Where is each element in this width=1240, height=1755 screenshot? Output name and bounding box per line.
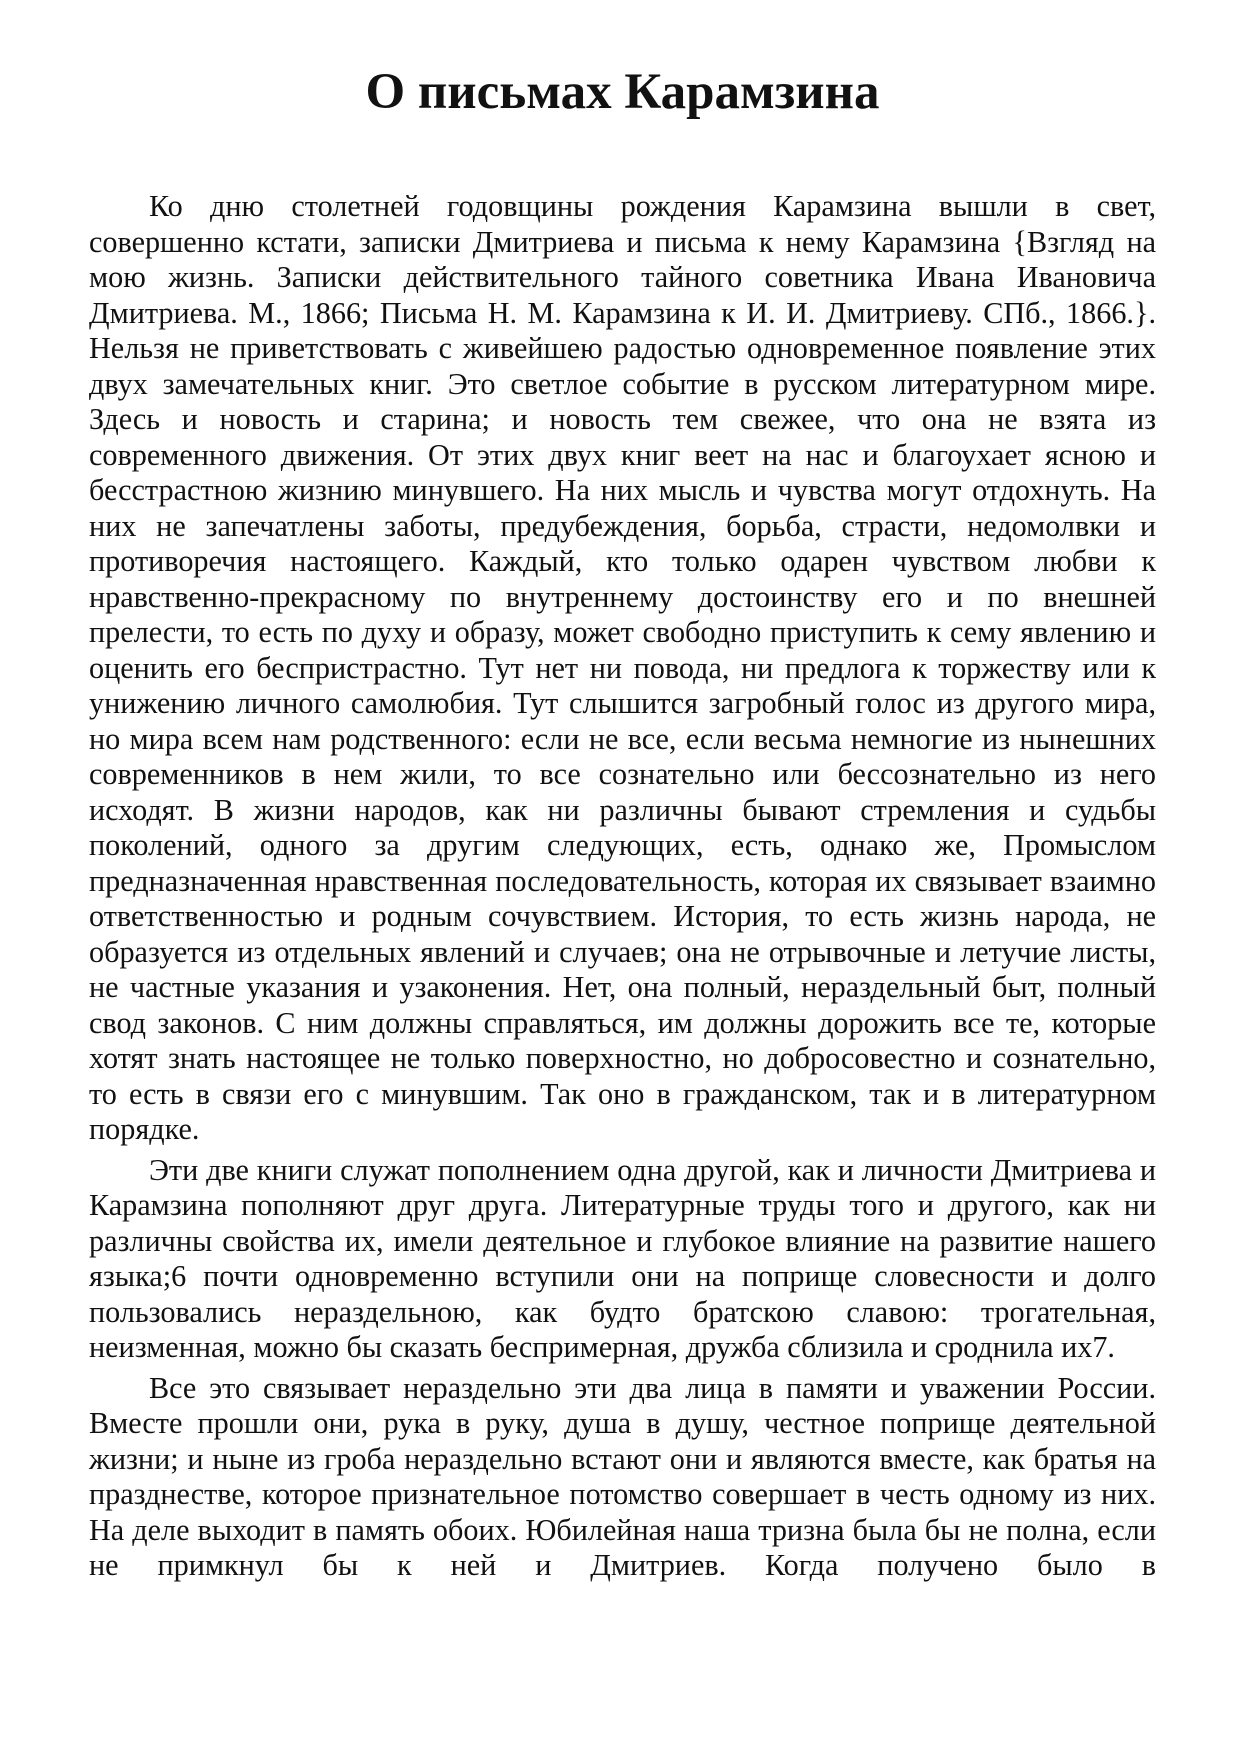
document-body (89, 189, 1156, 1584)
page-title: О письмах Карамзина (365, 64, 880, 120)
paragraph-3: Все это связывает нераздельно эти два лица в памяти и уважении России. Вместе прошли они, рука в руку, душа в душу, честное поприще деятельной жизни; и ныне из гроба нераздельно встают они и являются вместе, как братья на празднестве, которое признательное потомство совершает в честь одному из них. На деле выходит в память обоих. Юбилейная наша тризна была бы не полна, если не примкнул бы к ней и Дмитриев. Когда получено было в (89, 1370, 1156, 1582)
paragraph-1: Ко дню столетней годовщины рождения Карамзина вышли в свет, совершенно кстати, записки Дмитриева и письма к нему Карамзина {Взгляд на мою жизнь. Записки действительного тайного советника Ивана Ивановича Дмитриева. М., 1866; Письма Н. М. Карамзина к И. И. Дмитриеву. СПб., 1866.}. Нельзя не приветствовать с живейшею радостью одновременное появление этих двух замечательных книг. Это светлое событие в русском литературном мире. Здесь и новость и старина; и новость тем свежее, что она не взята из современного движения. От этих двух книг веет на нас и благоухает ясною и бесстрастною жизнию минувшего. На них мысль и чувства могут отдохнуть. На них не запечатлены заботы, предубеждения, борьба, страсти, недомолвки и противоречия настоящего. Каждый, кто только одарен чувством любви к нравственно-прекрасному по внутреннему достоинству его и по внешней прелести, то есть по духу и образу, может свободно приступить к сему явлению и оценить его беспристрастно. Тут нет ни повода, ни предлога к торжеству или к унижению личного самолюбия. Тут слышится загробный голос из другого мира, но мира всем нам родственного: если не все, если весьма немногие из нынешних современников в нем жили, то все сознательно или бессознательно из него исходят. В жизни народов, как ни различны бывают стремления и судьбы поколений, одного за другим следующих, есть, однако же, Промыслом предназначенная нравственная последовательность, которая их связывает взаимно ответственностью и родным сочувствием. История, то есть жизнь народа, не образуется из отдельных явлений и случаев; она не отрывочные и летучие листы, не частные указания и узаконения. Нет, она полный, нераздельный быт, полный свод законов. С ним должны справляться, им должны дорожить все те, которые хотят знать настоящее не только поверхностно, но добросовестно и сознательно, то есть в связи его с минувшим. Так оно в гражданском, так и в литературном порядке. (89, 189, 1156, 1146)
paragraph-2: Эти две книги служат пополнением одна другой, как и личности Дмитриева и Карамзина пополняют друг друга. Литературные труды того и другого, как ни различны свойства их, имели деятельное и глубокое влияние на развитие нашего языка;6 почти одновременно вступили они на поприще словесности и долго пользовались нераздельною, как будто братскою славою: трогательная, неизменная, можно бы сказать беспримерная, дружба сблизила и сроднила их7. (89, 1152, 1156, 1364)
document-page (89, 0, 1156, 1755)
